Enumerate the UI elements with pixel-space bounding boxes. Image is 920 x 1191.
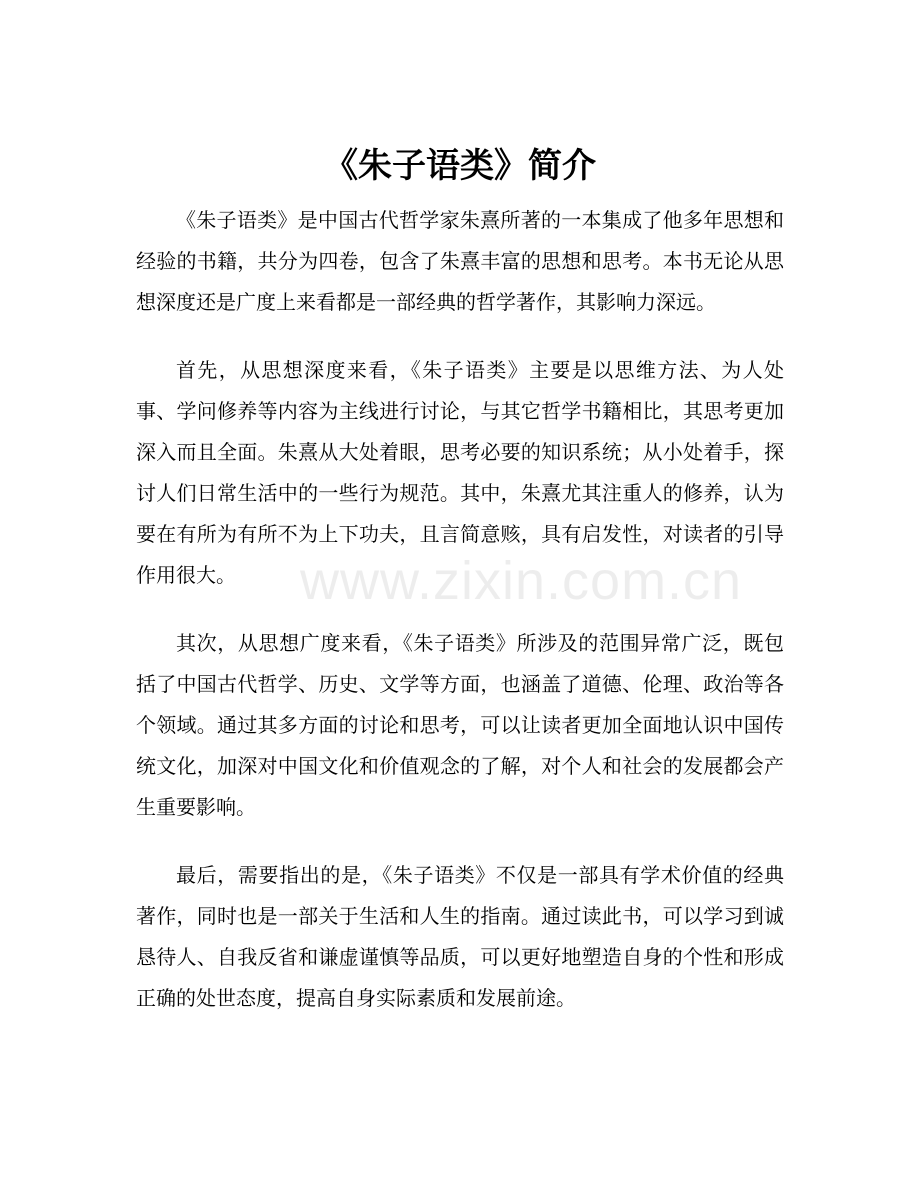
document-body	[136, 200, 784, 1046]
watermark: www.zixin.com.cn	[300, 551, 743, 611]
paragraph-conclusion: 最后，需要指出的是，《朱子语类》不仅是一部具有学术价值的经典著作，同时也是一部关于生活和人生的指南。通过读此书，可以学习到诚恳待人、自我反省和谦虚谨慎等品质，可以更好地塑造自身的个性和形成正确的处世态度，提高自身实际素质和发展前途。	[136, 863, 784, 1010]
paragraph-depth: 首先，从思想深度来看，《朱子语类》主要是以思维方法、为人处事、学问修养等内容为主线进行讨论，与其它哲学书籍相比，其思考更加深入而且全面。朱熹从大处着眼，思考必要的知识系统；从小处着手，探讨人们日常生活中的一些行为规范。其中，朱熹尤其注重人的修养，认为要在有所为有所不为上下功夫，且言简意赅，具有启发性，对读者的引导作用很大。	[136, 358, 784, 587]
document-title: 《朱子语类》简介	[324, 146, 596, 186]
paragraph-intro: 《朱子语类》是中国古代哲学家朱熹所著的一本集成了他多年思想和经验的书籍，共分为四卷，包含了朱熹丰富的思想和思考。本书无论从思想深度还是广度上来看都是一部经典的哲学著作，其影响力深远。	[136, 208, 784, 314]
paragraph-breadth: 其次，从思想广度来看，《朱子语类》所涉及的范围异常广泛，既包括了中国古代哲学、历史、文学等方面，也涵盖了道德、伦理、政治等各个领域。通过其多方面的讨论和思考，可以让读者更加全面地认识中国传统文化，加深对中国文化和价值观念的了解，对个人和社会的发展都会产生重要影响。	[136, 631, 784, 819]
